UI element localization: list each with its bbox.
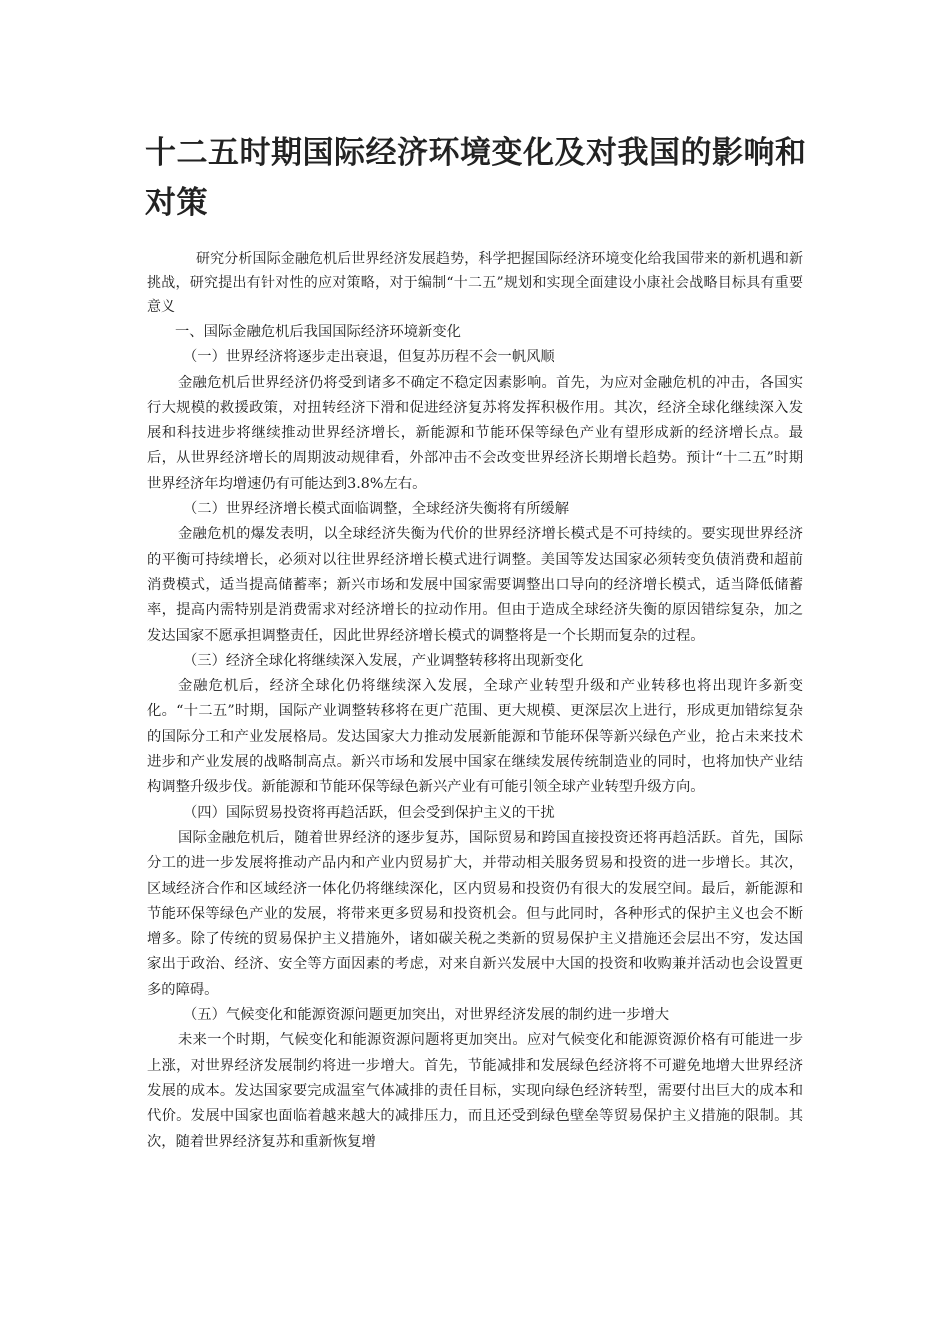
body-paragraph-3: 金融危机后，经济全球化仍将继续深入发展，全球产业转型升级和产业转移也将出现许多新变化。“十二五”时期，国际产业调整转移将在更广范围、更大规模、更深层次上进行，形成更加错综复杂的国际分工和产业发展格局。发达国家大力推动发展新能源和节能环保等新兴绿色产业，抢占未来技术进步和产业发展的战略制高点。新兴市场和发展中国家在继续发展传统制造业的同时，也将加快产业结构调整升级步伐。新能源和节能环保等绿色新兴产业有可能引领全球产业转型升级方向。 <box>147 678 803 796</box>
body-paragraph-1: 金融危机后世界经济仍将受到诸多不确定不稳定因素影响。首先，为应对金融危机的冲击，各国实行大规模的救援政策，对扭转经济下滑和促进经济复苏将发挥积极作用。其次，经济全球化继续深入发展和科技进步将继续推动世界经济增长，新能源和节能环保等绿色产业有望形成新的经济增长点。最后，从世界经济增长的周期波动规律看，外部冲击不会改变世界经济长期增长趋势。预计“十二五”时期世界经济年均增速仍有可能达到3.8%左右。 <box>147 374 803 492</box>
section-heading: 一、国际金融危机后我国国际经济环境新变化 <box>175 324 461 340</box>
body-paragraph-5: 未来一个时期，气候变化和能源资源问题将更加突出。应对气候变化和能源资源价格有可能进一步上涨，对世界经济发展制约将进一步增大。首先，节能减排和发展绿色经济将不可避免地增大世界经济发展的成本。发达国家要完成温室气体减排的责任目标，实现向绿色经济转型，需要付出巨大的成本和代价。发展中国家也面临着越来越大的减排压力，而且还受到绿色壁垒等贸易保护主义措施的限制。其次，随着世界经济复苏和重新恢复增 <box>147 1032 803 1150</box>
document-body <box>147 320 803 1155</box>
subsection-heading-4: （四）国际贸易投资将再趋活跃，但会受到保护主义的干扰 <box>183 804 555 821</box>
subsection-heading-5: （五）气候变化和能源资源问题更加突出，对世界经济发展的制约进一步增大 <box>183 1007 670 1024</box>
body-paragraph-4: 国际金融危机后，随着世界经济的逐步复苏，国际贸易和跨国直接投资还将再趋活跃。首先，国际分工的进一步发展将推动产品内和产业内贸易扩大，并带动相关服务贸易和投资的进一步增长。其次，区域经济合作和区域经济一体化仍将继续深化，区内贸易和投资仍有很大的发展空间。最后，新能源和节能环保等绿色产业的发展，将带来更多贸易和投资机会。但与此同时，各种形式的保护主义也会不断增多。除了传统的贸易保护主义措施外，诸如碳关税之类新的贸易保护主义措施还会层出不穷，发达国家出于政治、经济、安全等方面因素的考虑，对来自新兴发展中大国的投资和收购兼并活动也会设置更多的障碍。 <box>147 829 803 998</box>
subsection-heading-3: （三）经济全球化将继续深入发展，产业调整转移将出现新变化 <box>183 652 584 669</box>
body-paragraph-2: 金融危机的爆发表明，以全球经济失衡为代价的世界经济增长模式是不可持续的。要实现世界经济的平衡可持续增长，必须对以往世界经济增长模式进行调整。美国等发达国家必须转变负债消费和超前消费模式，适当提高储蓄率；新兴市场和发展中国家需要调整出口导向的经济增长模式，适当降低储蓄率，提高内需特别是消费需求对经济增长的拉动作用。但由于造成全球经济失衡的原因错综复杂，加之发达国家不愿承担调整责任，因此世界经济增长模式的调整将是一个长期而复杂的过程。 <box>147 526 803 644</box>
subsection-heading-2: （二）世界经济增长模式面临调整，全球经济失衡将有所缓解 <box>183 501 570 518</box>
subsection-heading-1: （一）世界经济将逐步走出衰退，但复苏历程不会一帆风顺 <box>183 349 555 366</box>
document-title: 十二五时期国际经济环境变化及对我国的影响和对策 <box>145 135 807 221</box>
abstract-paragraph: 研究分析国际金融危机后世界经济发展趋势，科学把握国际经济环境变化给我国带来的新机遇和新挑战，研究提出有针对性的应对策略，对于编制“十二五”规划和实现全面建设小康社会战略目标具有重要意义 <box>147 251 803 315</box>
